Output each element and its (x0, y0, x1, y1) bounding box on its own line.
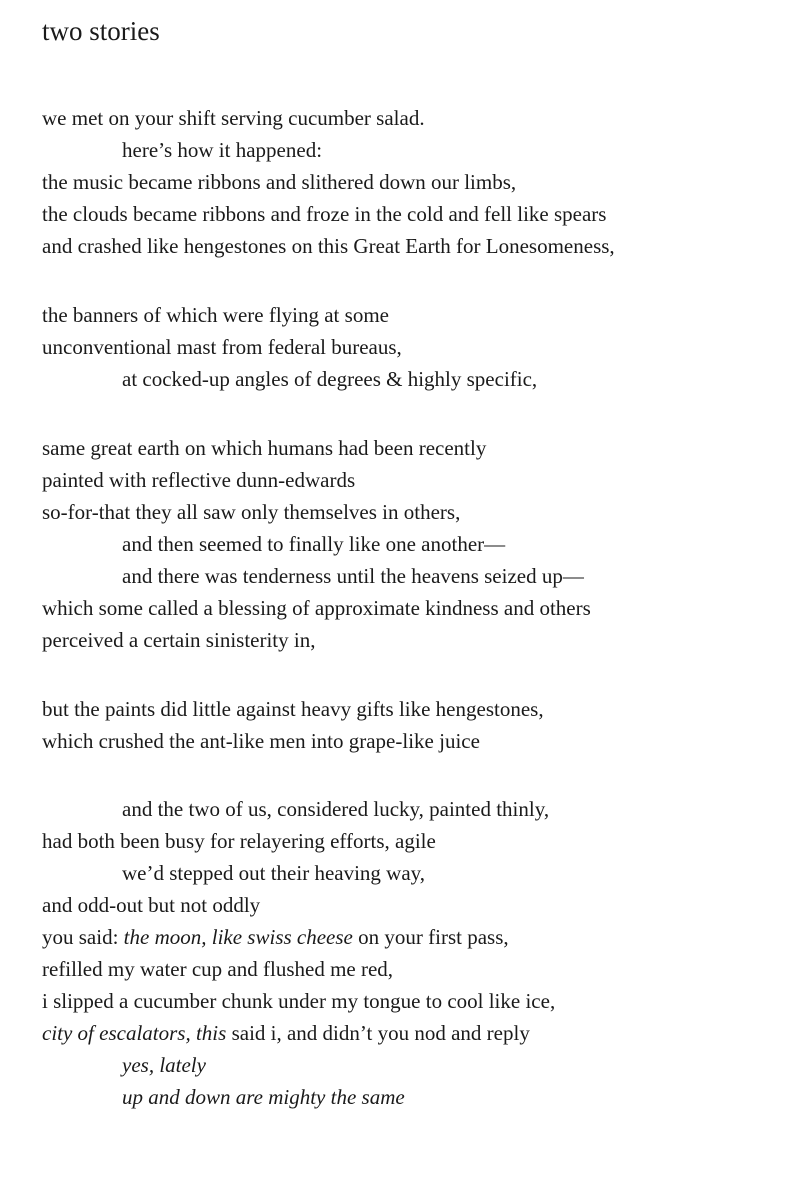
poem-body (42, 102, 782, 1113)
poem-line (42, 921, 782, 953)
poem-italic-text: city of escalators, this (42, 1021, 227, 1045)
stanza-2 (42, 299, 782, 395)
poem-line: unconventional mast from federal bureaus, (42, 335, 402, 359)
poem-line: we’d stepped out their heaving way, (122, 861, 426, 885)
poem-line: the banners of which were flying at some (42, 303, 389, 327)
poem-line: and crashed like hengestones on this Great Earth for Lonesomeness, (42, 234, 615, 258)
poem-text: on your first pass, (352, 925, 509, 949)
poem-line: which some called a blessing of approximate kindness and others (42, 596, 591, 620)
poem-line (42, 1081, 782, 1113)
poem-line: and then seemed to finally like one another— (122, 532, 506, 556)
stanza-4 (42, 693, 782, 757)
stanza-1 (42, 102, 782, 262)
stanza-3 (42, 432, 782, 656)
poem-line: and odd-out but not oddly (42, 893, 261, 917)
poem-italic-text: yes, lately (122, 1053, 206, 1077)
stanza-5 (42, 793, 782, 1113)
poem-line (42, 1049, 782, 1081)
poem-line: here’s how it happened: (122, 138, 323, 162)
stanza-break (42, 656, 782, 693)
poem-line: the clouds became ribbons and froze in the cold and fell like spears (42, 202, 607, 226)
poem-line: we met on your shift serving cucumber salad. (42, 106, 425, 130)
poem-line: perceived a certain sinisterity in, (42, 628, 316, 652)
poem-title: two stories (42, 16, 160, 46)
poem-line: refilled my water cup and flushed me red, (42, 957, 394, 981)
poem-text: said i, and didn’t you nod and reply (226, 1021, 530, 1045)
poem-line: so-for-that they all saw only themselves in others, (42, 500, 461, 524)
poem-line: painted with reflective dunn-edwards (42, 468, 356, 492)
poem-text: you said: (42, 925, 124, 949)
stanza-break (42, 395, 782, 432)
poem-line (42, 1017, 782, 1049)
poem-line: at cocked-up angles of degrees & highly specific, (122, 367, 538, 391)
poem-italic-text: the moon, like swiss cheese (123, 925, 353, 949)
poem-line: same great earth on which humans had been recently (42, 436, 487, 460)
poem-line: and the two of us, considered lucky, painted thinly, (122, 797, 550, 821)
stanza-break (42, 262, 782, 299)
poem-line: which crushed the ant-like men into grape-like juice (42, 729, 480, 753)
poem-line: had both been busy for relayering efforts, agile (42, 829, 436, 853)
stanza-break (42, 757, 782, 793)
poem-line: but the paints did little against heavy gifts like hengestones, (42, 697, 544, 721)
poem-line: the music became ribbons and slithered down our limbs, (42, 170, 517, 194)
poem-line: and there was tenderness until the heavens seized up— (122, 564, 584, 588)
poem-line: i slipped a cucumber chunk under my tongue to cool like ice, (42, 989, 556, 1013)
poem-italic-text: up and down are mighty the same (122, 1085, 405, 1109)
